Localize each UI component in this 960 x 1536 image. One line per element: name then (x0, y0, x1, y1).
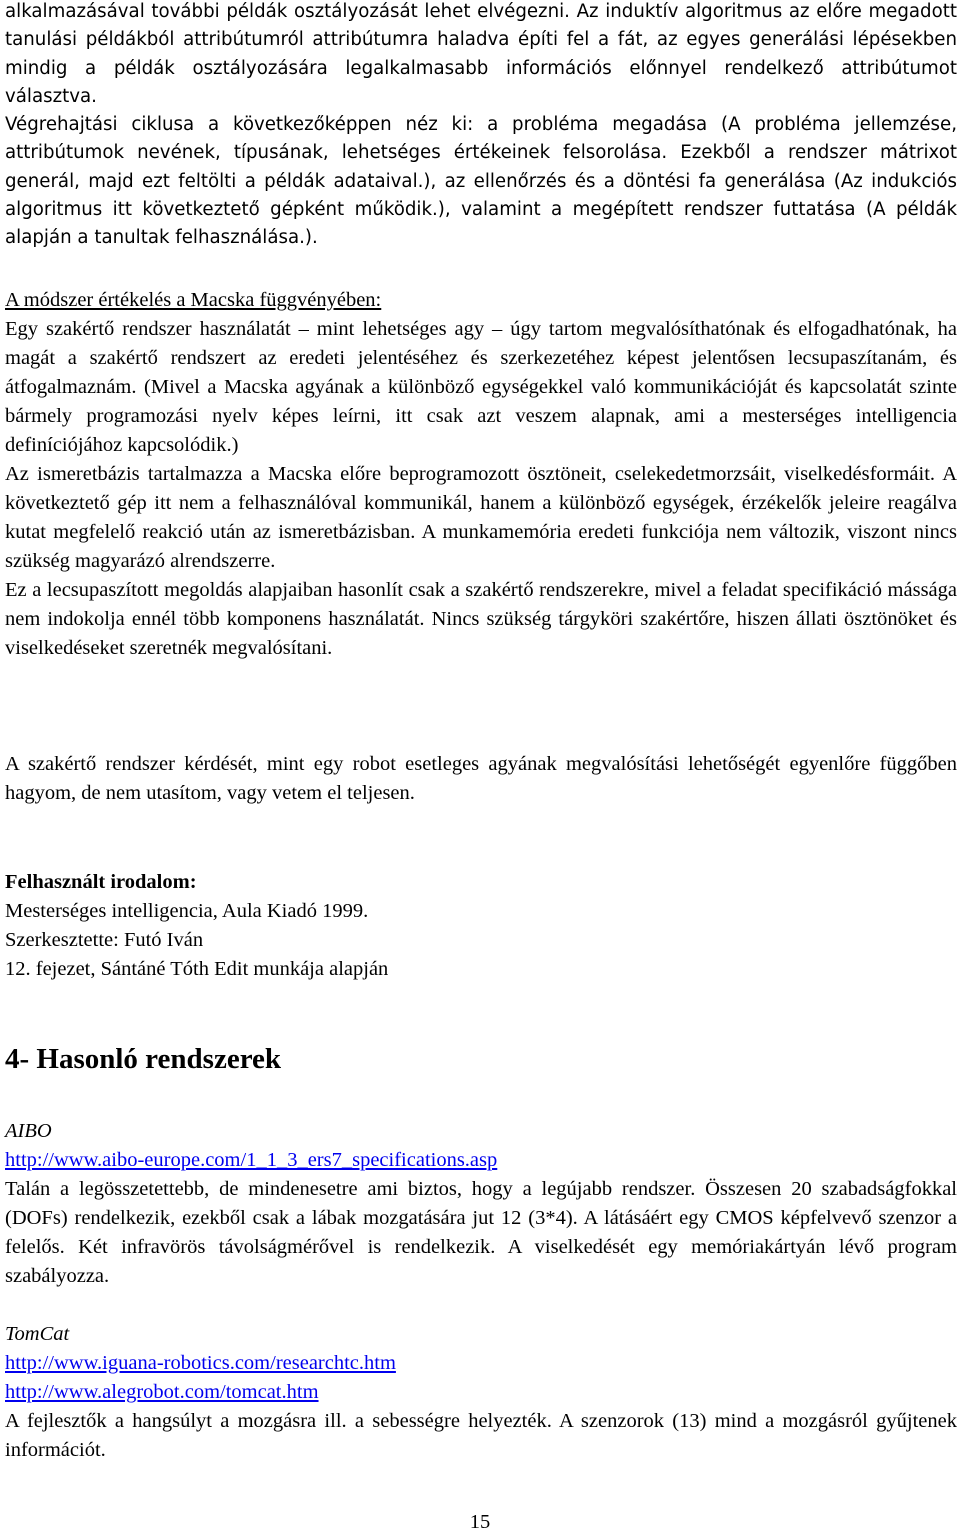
tomcat-link-1[interactable]: http://www.iguana-robotics.com/researchtc.htm (5, 1352, 396, 1374)
section-title: 4- Hasonló rendszerek (5, 1043, 282, 1075)
aibo-name: AIBO (5, 1120, 52, 1142)
aibo-link[interactable]: http://www.aibo-europe.com/1_1_3_ers7_specifications.asp (5, 1149, 498, 1171)
evaluation-paragraph-4: A szakértő rendszer kérdését, mint egy robot esetleges agyának megvalósítási lehetőségét egyenlőre függőben hagyom, de nem utasítom, vagy vetem el teljesen. (5, 753, 957, 804)
reference-line: Mesterséges intelligencia, Aula Kiadó 1999. (5, 900, 369, 922)
evaluation-paragraph-3: Ez a lecsupaszított megoldás alapjaiban hasonlít csak a szakértő rendszerekre, mivel a feladat specifikáció mássága nem indokolja ennél több komponens használatát. Nincs szükség tárgyköri szakértőre, hiszen állati ösztönöket és viselkedéseket szeretnék megvalósítani. (5, 579, 957, 659)
intro-paragraph-1: alkalmazásával további példák osztályozását lehet elvégezni. Az induktív algoritmus az előre megadott tanulási példákból attribútumról attribútumra haladva építi fel a fát, az egyes generálási lépésekben mindig a példák osztályozására legalkalmasabb információs előnnyel rendelkező attribútumot választva. (5, 1, 957, 107)
tomcat-name: TomCat (5, 1323, 70, 1345)
tomcat-entry (5, 1320, 957, 1465)
reference-line: Szerkesztette: Futó Iván (5, 929, 204, 951)
intro-paragraph-2: Végrehajtási ciklusa a következőképpen néz ki: a probléma megadása (A probléma jellemzése, attribútumok nevének, típusának, lehetséges értékeinek felsorolása. Ezekből a rendszer mátrixot generál, majd ezt feltölti a példák adataival.), az ellenőrzés és a döntési fa generálása (Az indukciós algoritmus itt következtető gépként működik.), valamint a megépített rendszer futtatása (A példák alapján a tanultak felhasználása.). (5, 114, 957, 249)
evaluation-heading: A módszer értékelés a Macska függvényében: (5, 289, 382, 311)
section-4 (5, 1041, 957, 1077)
reference-line: 12. fejezet, Sántáné Tóth Edit munkája alapján (5, 958, 389, 980)
page-number: 15 (469, 1511, 491, 1533)
references-heading: Felhasznált irodalom: (5, 871, 197, 893)
tomcat-link-2[interactable]: http://www.alegrobot.com/tomcat.htm (5, 1381, 319, 1403)
references-section (5, 868, 957, 984)
aibo-description: Talán a legösszetettebb, de mindenesetre ami biztos, hogy a legújabb rendszer. Összesen 20 szabadságfokkal (DOFs) rendelkezik, ezekből csak a lábak mozgatására jut 12 (3*4). A látásáért egy CMOS képfelvevő szenzor a felelős. Két infravörös távolságmérővel is rendelkezik. A viselkedését egy memóriakártyán lévő program szabályozza. (5, 1178, 957, 1287)
aibo-entry (5, 1117, 957, 1291)
evaluation-paragraph-1: Egy szakértő rendszer használatát – mint lehetséges agy – úgy tartom megvalósíthatónak és elfogadhatónak, ha magát a szakértő rendszert az eredeti jelentéséhez és szerkezetéhez képest jelentősen lecsupaszítanám, és átfogalmaznám. (Mivel a Macska agyának a különböző egységekkel való kommunikációját és kapcsolatát szinte bármely programozási nyelv képes leírni, itt csak azt veszem alapnak, ami a mesterséges intelligencia definíciójához kapcsolódik.) (5, 318, 957, 456)
tomcat-description: A fejlesztők a hangsúlyt a mozgásra ill. a sebességre helyezték. A szenzorok (13) mind a mozgásról gyűjtenek információt. (5, 1410, 957, 1461)
evaluation-section (5, 286, 957, 663)
intro-block (5, 0, 957, 253)
evaluation-conclusion (5, 750, 957, 808)
evaluation-paragraph-2: Az ismeretbázis tartalmazza a Macska előre beprogramozott ösztöneit, cselekedetmorzsáit, viselkedésformáit. A következtető gép itt nem a felhasználóval kommunikál, hanem a különböző egységek, érzékelők jeleire reagálva kutat megfelelő reakció után az ismeretbázisban. A munkamemória eredeti funkciója nem változik, viszont nincs szükség magyarázó alrendszerre. (5, 463, 957, 572)
